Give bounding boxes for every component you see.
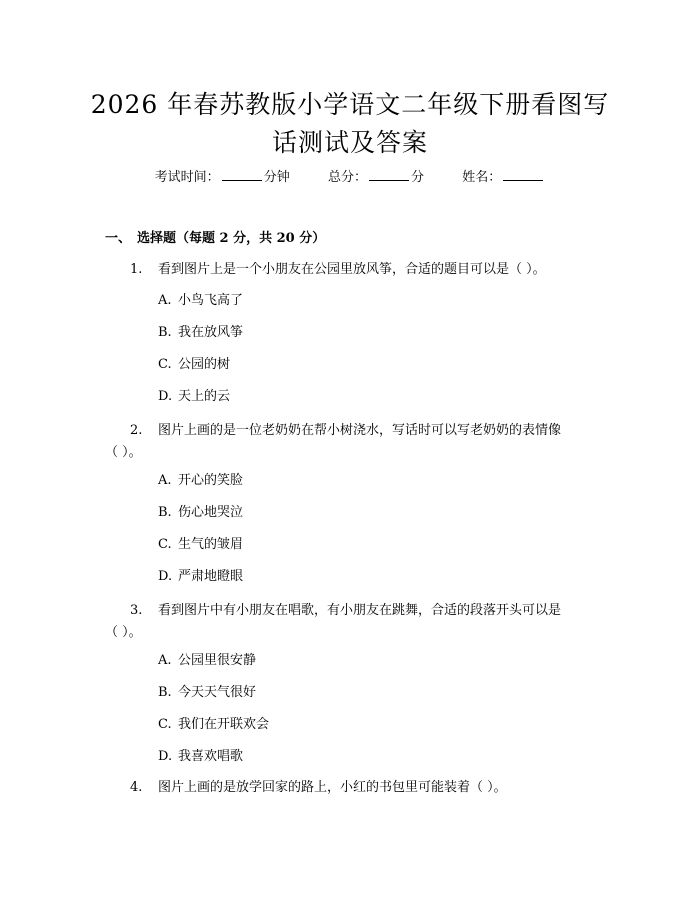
option-3a: [158, 651, 256, 671]
title-line-2: 话测试及答案: [271, 128, 428, 157]
question-text-cont: （ ）。: [105, 445, 142, 460]
question-3: [105, 600, 585, 644]
question-number: 4.: [130, 780, 143, 795]
option-1c: [158, 355, 230, 375]
question-text: 看到图片中有小朋友在唱歌，有小朋友在跳舞，合适的段落开头可以是: [158, 603, 562, 618]
question-text-cont: （ ）。: [105, 625, 142, 640]
question-number: 2.: [130, 423, 143, 438]
option-letter: D.: [158, 569, 173, 584]
option-1d: [158, 387, 230, 407]
option-letter: A.: [158, 653, 172, 668]
title-line-1: 2026 年春苏教版小学语文二年级下册看图写: [90, 90, 610, 119]
time-label: 考试时间：: [154, 170, 220, 185]
option-3d: [158, 747, 243, 767]
question-text: 看到图片上是一个小朋友在公园里放风筝，合适的题目可以是（ ）。: [158, 262, 546, 277]
option-letter: A.: [158, 293, 172, 308]
option-2b: [158, 503, 243, 523]
section-number: 一、: [105, 231, 132, 246]
option-letter: D.: [158, 389, 173, 404]
option-letter: C.: [158, 357, 172, 372]
document-title: [70, 86, 630, 162]
option-1a: [158, 291, 243, 311]
section-heading: [105, 229, 325, 249]
option-3b: [158, 683, 256, 703]
option-letter: A.: [158, 473, 172, 488]
option-letter: D.: [158, 749, 173, 764]
option-text: 我在放风筝: [178, 325, 244, 340]
option-text: 公园里很安静: [178, 653, 257, 668]
option-text: 小鸟飞高了: [178, 293, 244, 308]
question-2: [105, 420, 585, 464]
option-text: 天上的云: [178, 389, 231, 404]
option-2a: [158, 471, 243, 491]
option-letter: B.: [158, 505, 172, 520]
score-label: 总分：: [327, 170, 367, 185]
option-text: 严肃地瞪眼: [178, 569, 244, 584]
question-text: 图片上画的是一位老奶奶在帮小树浇水，写话时可以写老奶奶的表情像: [158, 423, 562, 438]
option-letter: B.: [158, 325, 172, 340]
option-text: 开心的笑脸: [178, 473, 244, 488]
time-unit: 分钟: [263, 170, 290, 185]
option-text: 生气的皱眉: [178, 537, 244, 552]
option-text: 伤心地哭泣: [178, 505, 244, 520]
option-letter: C.: [158, 717, 172, 732]
option-text: 我们在开联欢会: [178, 717, 270, 732]
option-1b: [158, 323, 243, 343]
option-text: 我喜欢唱歌: [178, 749, 244, 764]
name-blank: [503, 168, 543, 181]
option-text: 公园的树: [178, 357, 231, 372]
question-text: 图片上画的是放学回家的路上，小红的书包里可能装着（ ）。: [158, 780, 507, 795]
option-2c: [158, 535, 243, 555]
section-title: 选择题（每题 2 分，共 20 分）: [137, 231, 326, 246]
question-number: 3.: [130, 603, 143, 618]
question-1: [105, 259, 585, 281]
exam-info-line: [0, 168, 700, 188]
option-3c: [158, 715, 269, 735]
question-number: 1.: [130, 262, 143, 277]
score-blank: [369, 168, 409, 181]
option-letter: B.: [158, 685, 172, 700]
time-blank: [222, 168, 262, 181]
option-2d: [158, 567, 243, 587]
option-text: 今天天气很好: [178, 685, 257, 700]
question-4: [105, 777, 585, 799]
option-letter: C.: [158, 537, 172, 552]
score-unit: 分: [411, 170, 425, 185]
name-label: 姓名：: [462, 170, 502, 185]
